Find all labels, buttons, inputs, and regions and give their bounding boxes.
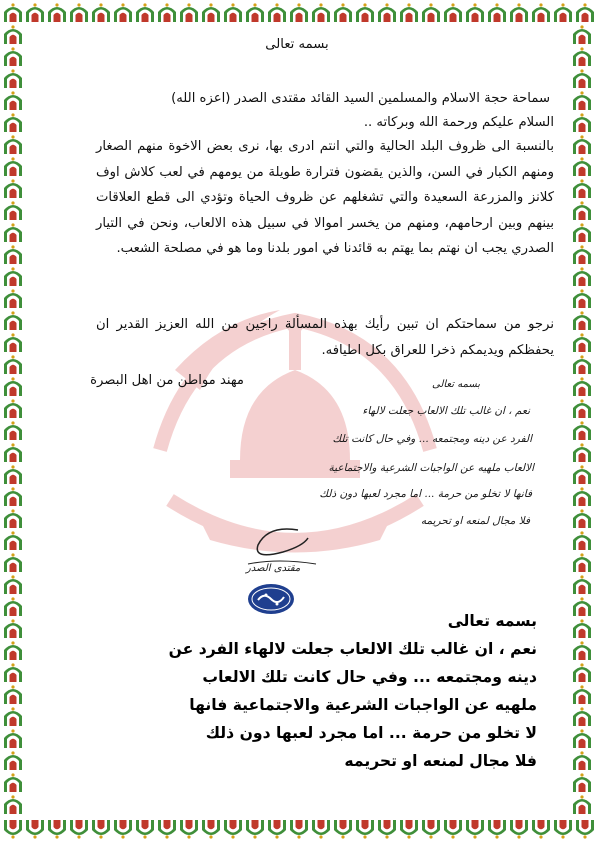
bottom-ornament-border [0, 816, 595, 842]
border-arch-icon [573, 729, 591, 748]
border-arch-icon [4, 113, 22, 132]
border-arch-icon [4, 685, 22, 704]
border-arch-icon [573, 399, 591, 418]
border-arch-icon [573, 179, 591, 198]
letter-paragraph-2: نرجو من سماحتكم ان تبين رأيك بهذه المسألة راجين من الله العزيز القدير ان يحفظكم ويديمكم ذخرا للعراق بكل اطيافه. [96, 317, 554, 358]
border-arch-icon [573, 355, 591, 374]
border-arch-icon [573, 685, 591, 704]
handwritten-line: بسمه تعالى [432, 379, 481, 390]
border-arch-icon [573, 289, 591, 308]
border-arch-icon [573, 641, 591, 660]
border-arch-icon [4, 25, 22, 44]
typed-answer-line: فلا مجال لمنعه او تحريمه [344, 752, 537, 770]
border-arch-icon [4, 135, 22, 154]
border-arch-icon [573, 333, 591, 352]
border-arch-icon [573, 135, 591, 154]
border-arch-icon [573, 795, 591, 814]
border-arch-icon [4, 311, 22, 330]
border-arch-icon [48, 3, 66, 22]
border-arch-icon [4, 421, 22, 440]
border-arch-icon [573, 267, 591, 286]
handwritten-line: فلا مجال لمنعه او تحريمه [420, 515, 530, 527]
border-arch-icon [466, 3, 484, 22]
border-arch-icon [180, 820, 198, 839]
border-arch-icon [573, 531, 591, 550]
border-arch-icon [573, 443, 591, 462]
border-arch-icon [510, 3, 528, 22]
border-arch-icon [312, 820, 330, 839]
typed-answer-line: بسمه تعالى [447, 612, 537, 630]
border-arch-icon [114, 820, 132, 839]
border-arch-icon [4, 399, 22, 418]
border-arch-icon [4, 509, 22, 528]
border-arch-icon [70, 820, 88, 839]
border-arch-icon [532, 820, 550, 839]
border-arch-icon [573, 421, 591, 440]
border-arch-icon [4, 795, 22, 814]
border-arch-icon [4, 619, 22, 638]
border-arch-icon [136, 820, 154, 839]
handwritten-line: الالعاب ملهيه عن الواجبات الشرعية والاجتماعية [328, 462, 534, 474]
handwritten-line: الفرد عن دينه ومجتمعه ... وفي حال كانت تلك [332, 433, 532, 445]
top-ornament-border [0, 0, 595, 26]
border-arch-icon [246, 3, 264, 22]
border-arch-icon [158, 820, 176, 839]
border-arch-icon [4, 663, 22, 682]
border-arch-icon [4, 267, 22, 286]
border-arch-icon [290, 820, 308, 839]
border-arch-icon [466, 820, 484, 839]
border-arch-icon [114, 3, 132, 22]
border-arch-icon [573, 113, 591, 132]
border-arch-icon [488, 3, 506, 22]
typed-answer-line: دينه ومجتمعه ... وفي حال كانت تلك الالعاب [202, 668, 537, 686]
border-arch-icon [4, 245, 22, 264]
border-arch-icon [4, 47, 22, 66]
border-arch-icon [4, 487, 22, 506]
border-arch-icon [4, 465, 22, 484]
border-arch-icon [573, 69, 591, 88]
border-arch-icon [573, 509, 591, 528]
border-arch-icon [444, 820, 462, 839]
border-arch-icon [4, 157, 22, 176]
border-arch-icon [4, 751, 22, 770]
border-arch-icon [510, 820, 528, 839]
border-arch-icon [422, 820, 440, 839]
border-arch-icon [4, 179, 22, 198]
border-arch-icon [4, 597, 22, 616]
border-arch-icon [400, 820, 418, 839]
border-arch-icon [573, 487, 591, 506]
typed-answer [117, 607, 537, 775]
border-arch-icon [4, 333, 22, 352]
border-arch-icon [312, 3, 330, 22]
border-arch-icon [573, 575, 591, 594]
handwritten-line: فانها لا تخلو من حرمة ... اما مجرد لعبها دون ذلك [319, 488, 532, 500]
border-arch-icon [268, 820, 286, 839]
border-arch-icon [4, 575, 22, 594]
border-arch-icon [573, 47, 591, 66]
border-arch-icon [573, 25, 591, 44]
border-arch-icon [334, 820, 352, 839]
border-arch-icon [92, 3, 110, 22]
border-arch-icon [4, 729, 22, 748]
border-arch-icon [4, 69, 22, 88]
signature-name: مقتدى الصدر [246, 563, 301, 574]
border-arch-icon [573, 245, 591, 264]
border-arch-icon [4, 223, 22, 242]
letter-greeting: السلام عليكم ورحمة الله وبركاته .. [363, 115, 554, 130]
border-arch-icon [136, 3, 154, 22]
border-arch-icon [573, 707, 591, 726]
handwritten-line: نعم ، ان غالب تلك الالعاب جعلت لالهاء [362, 405, 530, 417]
border-arch-icon [70, 3, 88, 22]
border-arch-icon [378, 3, 396, 22]
border-arch-icon [4, 707, 22, 726]
border-arch-icon [202, 820, 220, 839]
border-arch-icon [4, 355, 22, 374]
border-arch-icon [246, 820, 264, 839]
border-arch-icon [573, 377, 591, 396]
border-arch-icon [4, 201, 22, 220]
border-arch-icon [4, 443, 22, 462]
border-arch-icon [92, 820, 110, 839]
border-arch-icon [290, 3, 308, 22]
letter-address: سماحة حجة الاسلام والمسلمين السيد القائد مقتدى الصدر (اعزه الله) [171, 91, 550, 106]
border-arch-icon [224, 820, 242, 839]
border-arch-icon [4, 641, 22, 660]
border-arch-icon [26, 3, 44, 22]
border-arch-icon [334, 3, 352, 22]
border-arch-icon [532, 3, 550, 22]
border-arch-icon [4, 773, 22, 792]
border-arch-icon [4, 531, 22, 550]
border-arch-icon [573, 157, 591, 176]
typed-answer-line: ملهيه عن الواجبات الشرعية والاجتماعية فانها [189, 696, 537, 714]
border-arch-icon [488, 820, 506, 839]
border-arch-icon [158, 3, 176, 22]
border-arch-icon [400, 3, 418, 22]
border-arch-icon [573, 201, 591, 220]
border-arch-icon [422, 3, 440, 22]
border-arch-icon [202, 3, 220, 22]
border-arch-icon [26, 820, 44, 839]
border-arch-icon [378, 820, 396, 839]
border-arch-icon [4, 289, 22, 308]
border-arch-icon [573, 553, 591, 572]
border-arch-icon [573, 773, 591, 792]
border-arch-icon [573, 91, 591, 110]
border-arch-icon [356, 820, 374, 839]
border-arch-icon [224, 3, 242, 22]
border-arch-icon [573, 751, 591, 770]
border-arch-icon [573, 663, 591, 682]
border-arch-icon [268, 3, 286, 22]
left-ornament-border [0, 0, 26, 842]
border-arch-icon [573, 223, 591, 242]
border-arch-icon [573, 597, 591, 616]
letter-signature: مهند مواطن من اهل البصرة [90, 373, 244, 388]
border-arch-icon [4, 553, 22, 572]
border-arch-icon [444, 3, 462, 22]
letter-basmala: بسمه تعالى [265, 37, 329, 52]
right-ornament-border [569, 0, 595, 842]
border-arch-icon [573, 619, 591, 638]
border-arch-icon [48, 820, 66, 839]
border-arch-icon [573, 465, 591, 484]
border-arch-icon [356, 3, 374, 22]
typed-answer-line: لا تخلو من حرمة ... اما مجرد لعبها دون ذلك [205, 724, 537, 742]
letter-paragraph-1: بالنسبة الى ظروف البلد الحالية والتي انتم ادرى بها، نرى بعض الاخوة منهم الصغار ومنهم الكبار في السن، والذين يقضون فترارة طويلة من يومهم في لعب كلاش اوف كلانز والمزرعة السعيدة والتي تشغلهم عن ظروف الحياة وتؤدي الى قطع العلاقات بينهم وبين ارحامهم، ومنهم من يخسر اموالا في سبيل هذه الالعاب، ونحن في التيار الصدري يجب ان نهتم بما يهتم به قائدنا في امور بلدنا وما هو في مصلحة الشعب. [96, 139, 554, 257]
typed-answer-line: نعم ، ان غالب تلك الالعاب جعلت لالهاء الفرد عن [168, 640, 537, 658]
border-arch-icon [180, 3, 198, 22]
border-arch-icon [573, 311, 591, 330]
border-arch-icon [4, 91, 22, 110]
border-arch-icon [4, 377, 22, 396]
